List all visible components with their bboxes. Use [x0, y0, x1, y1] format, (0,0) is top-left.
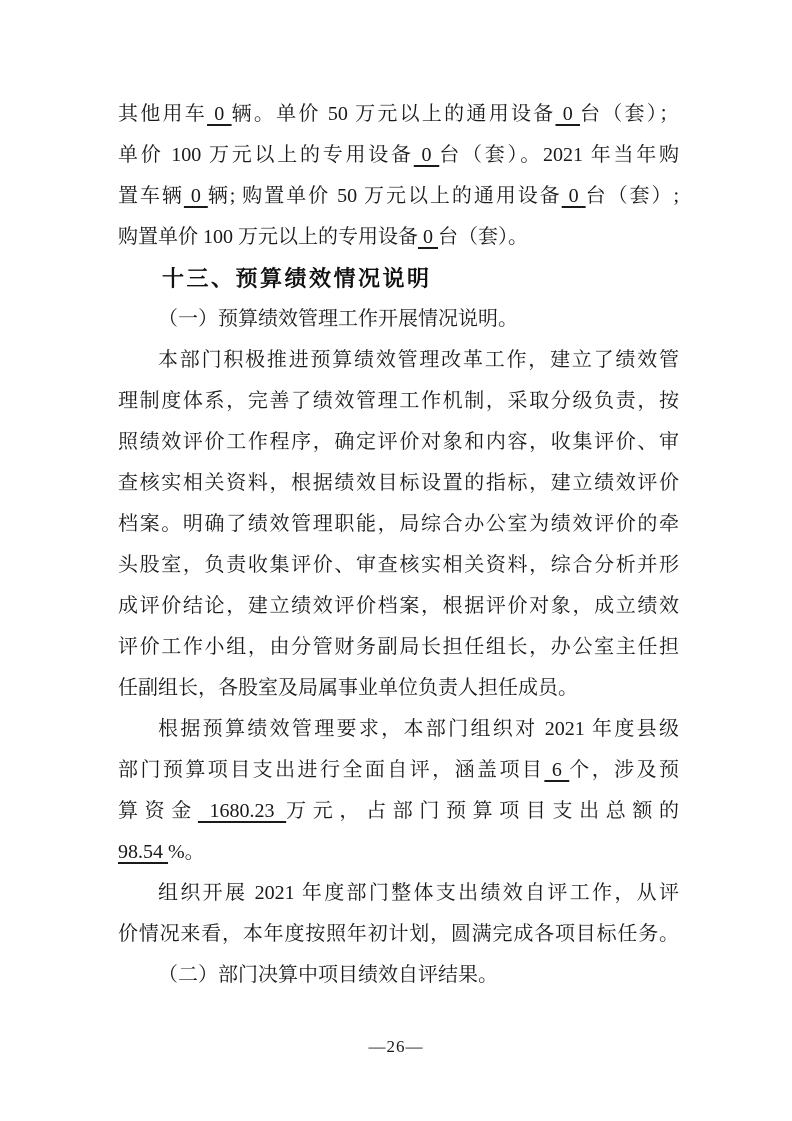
text-segment: 查核实相关资料，根据绩效目标设置的指标，建立绩效评价: [118, 472, 679, 494]
text-segment: 置车辆: [118, 185, 184, 207]
underlined-value: 1680.23: [197, 800, 287, 822]
underlined-value: 0: [561, 185, 586, 207]
text-segment: 单价 100 万元以上的专用设备: [118, 144, 414, 166]
text-segment: 本部门积极推进预算绩效管理改革工作，建立了绩效管: [158, 349, 679, 371]
text-segment: 任副组长，各股室及局属事业单位负责人担任成员。: [118, 677, 578, 699]
text-segment: 台（套）；: [580, 103, 680, 125]
underlined-value: 0: [207, 103, 232, 125]
underlined-value: 98.54: [118, 841, 168, 863]
underlined-value: 0: [555, 103, 580, 125]
text-line: [118, 217, 679, 258]
text-line: [118, 627, 679, 668]
text-line: [118, 832, 679, 873]
text-line: [118, 504, 679, 545]
text-segment: 辆; 购置单价 50 万元以上的通用设备: [207, 185, 562, 207]
text-segment: 部门预算项目支出进行全面自评，涵盖项目: [118, 759, 545, 781]
text-line: [118, 750, 679, 791]
text-line: [118, 955, 679, 996]
text-line: [118, 381, 679, 422]
text-segment: 十三、预算绩效情况说明: [162, 266, 432, 291]
text-segment: 万元，占部门预算项目支出总额的: [286, 800, 680, 822]
text-line: [118, 668, 679, 709]
text-line: [118, 135, 679, 176]
text-segment: 档案。明确了绩效管理职能，局综合办公室为绩效评价的牵: [118, 513, 679, 535]
document-body: [118, 94, 679, 996]
underlined-value: 0: [183, 185, 208, 207]
page-number: —26—: [368, 1037, 424, 1056]
text-segment: 个，涉及预: [569, 759, 680, 781]
text-segment: 辆。单价 50 万元以上的通用设备: [231, 103, 556, 125]
text-segment: 组织开展 2021 年度部门整体支出绩效自评工作，从评: [158, 882, 679, 904]
text-segment: 台（套）;: [585, 185, 680, 207]
text-segment: （二）部门决算中项目绩效自评结果。: [158, 964, 498, 986]
text-line: [118, 791, 679, 832]
underlined-value: 0: [413, 144, 440, 166]
text-line: [118, 340, 679, 381]
text-segment: （一）预算绩效管理工作开展情况说明。: [158, 308, 518, 330]
text-line: [118, 586, 679, 627]
text-segment: 根据预算绩效管理要求，本部门组织对 2021 年度县级: [158, 718, 679, 740]
text-line: [118, 176, 679, 217]
text-segment: 价情况来看，本年度按照年初计划，圆满完成各项目标任务。: [118, 923, 679, 945]
text-line: [118, 463, 679, 504]
text-segment: 成评价结论，建立绩效评价档案，根据评价对象，成立绩效: [118, 595, 679, 617]
text-line: [118, 914, 679, 955]
section-heading: [118, 258, 679, 299]
underlined-value: 6: [544, 759, 570, 781]
text-segment: 台（套）。: [438, 226, 528, 248]
text-segment: 理制度体系，完善了绩效管理工作机制，采取分级负责，按: [118, 390, 679, 412]
text-line: [118, 873, 679, 914]
text-segment: 评价工作小组，由分管财务副局长担任组长，办公室主任担: [118, 636, 679, 658]
text-line: [118, 422, 679, 463]
text-line: [118, 299, 679, 340]
text-line: [118, 94, 679, 135]
text-segment: 算资金: [118, 800, 198, 822]
text-segment: 头股室，负责收集评价、审查核实相关资料，综合分析并形: [118, 554, 679, 576]
text-line: [118, 709, 679, 750]
text-segment: 购置单价 100 万元以上的专用设备: [118, 226, 418, 248]
underlined-value: 0: [418, 226, 438, 248]
text-segment: 台（套）。2021 年当年购: [439, 144, 679, 166]
text-segment: %。: [168, 841, 205, 863]
text-segment: 照绩效评价工作程序，确定评价对象和内容，收集评价、审: [118, 431, 679, 453]
text-line: [118, 545, 679, 586]
text-segment: 其他用车: [118, 103, 208, 125]
